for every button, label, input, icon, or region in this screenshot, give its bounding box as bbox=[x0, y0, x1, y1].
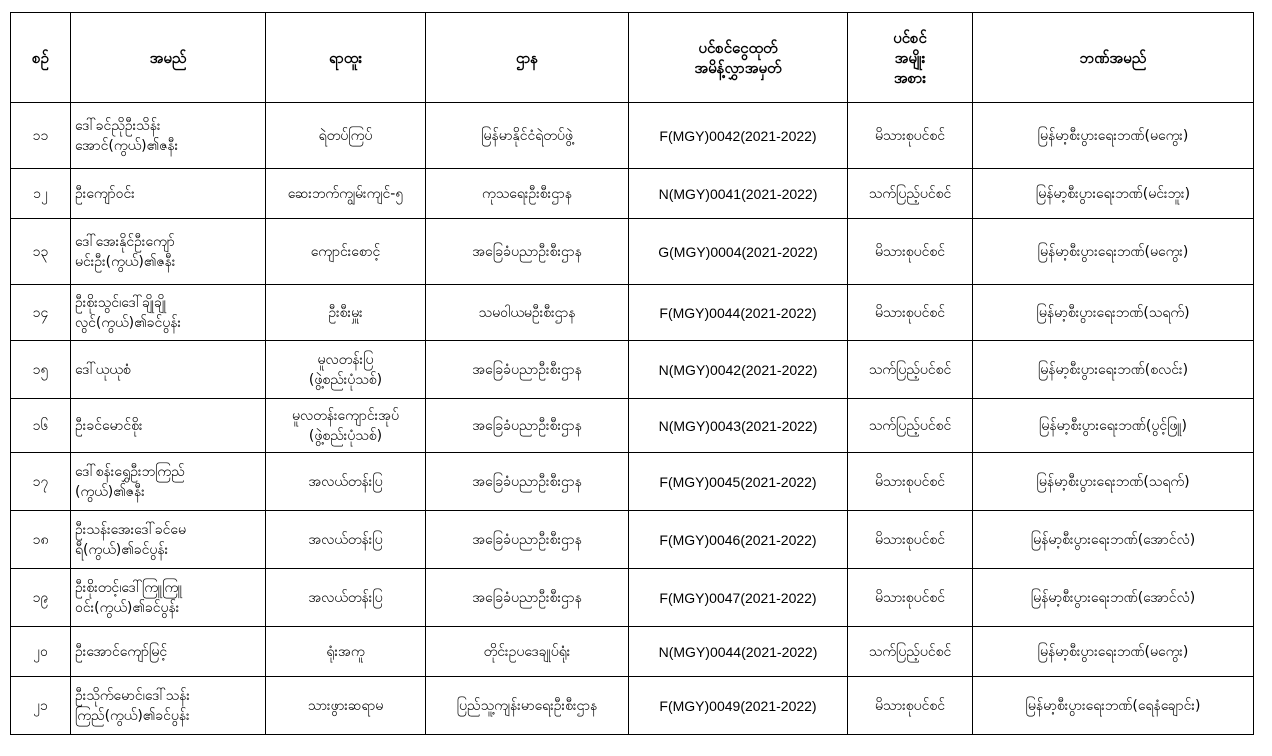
bank-name-cell: မြန်မာ့စီးပွားရေးဘဏ်(အောင်လံ) bbox=[973, 569, 1254, 627]
serial-cell: ၁၉ bbox=[11, 569, 71, 627]
position-cell: ရုံးအကူ bbox=[266, 627, 426, 677]
department-cell: ကုသရေးဦးစီးဌာန bbox=[426, 169, 629, 219]
position-cell: သားဖွားဆရာမ bbox=[266, 677, 426, 735]
name-cell: ဦးခင်မောင်စိုး bbox=[71, 399, 266, 453]
order-number-cell: F(MGY)0045(2021-2022) bbox=[629, 453, 848, 511]
pension-type-cell: မိသားစုပင်စင် bbox=[848, 511, 973, 569]
order-number-cell: F(MGY)0046(2021-2022) bbox=[629, 511, 848, 569]
table-row bbox=[11, 511, 1254, 569]
name-cell: ဒေါ်ယုယုစံ bbox=[71, 341, 266, 399]
name-cell: ဒေါ်စန်းရွှေဦးဘကြည် (ကွယ်)၏ဇနီး bbox=[71, 453, 266, 511]
table-row bbox=[11, 219, 1254, 285]
department-cell: အခြေခံပညာဦးစီးဌာန bbox=[426, 453, 629, 511]
serial-cell: ၂၁ bbox=[11, 677, 71, 735]
header-bank-name: ဘဏ်အမည် bbox=[973, 13, 1254, 103]
position-cell: ဆေးဘက်ကျွမ်းကျင်-၅ bbox=[266, 169, 426, 219]
name-cell: ဦးကျော်ဝင်း bbox=[71, 169, 266, 219]
pension-type-cell: မိသားစုပင်စင် bbox=[848, 103, 973, 169]
order-number-cell: N(MGY)0044(2021-2022) bbox=[629, 627, 848, 677]
table-row bbox=[11, 627, 1254, 677]
name-cell: ဦးသိုက်မောင်၊ဒေါ်သန်း ကြည်(ကွယ်)၏ခင်ပွန်း bbox=[71, 677, 266, 735]
order-number-cell: F(MGY)0044(2021-2022) bbox=[629, 285, 848, 341]
table-row bbox=[11, 285, 1254, 341]
department-cell: တိုင်းဥပဒေချုပ်ရုံး bbox=[426, 627, 629, 677]
pension-type-cell: မိသားစုပင်စင် bbox=[848, 677, 973, 735]
name-cell: ဦးသန်းအေးဒေါ်ခင်မေ ရီ(ကွယ်)၏ခင်ပွန်း bbox=[71, 511, 266, 569]
position-cell: အလယ်တန်းပြ bbox=[266, 511, 426, 569]
order-number-cell: F(MGY)0047(2021-2022) bbox=[629, 569, 848, 627]
order-number-cell: F(MGY)0049(2021-2022) bbox=[629, 677, 848, 735]
bank-name-cell: မြန်မာ့စီးပွားရေးဘဏ်(ပွင့်ဖြူ) bbox=[973, 399, 1254, 453]
pension-type-cell: သက်ပြည့်ပင်စင် bbox=[848, 627, 973, 677]
pension-type-cell: သက်ပြည့်ပင်စင် bbox=[848, 399, 973, 453]
department-cell: အခြေခံပညာဦးစီးဌာန bbox=[426, 511, 629, 569]
bank-name-cell: မြန်မာ့စီးပွားရေးဘဏ်(မကွေး) bbox=[973, 219, 1254, 285]
department-cell: မြန်မာနိုင်ငံရဲတပ်ဖွဲ့ bbox=[426, 103, 629, 169]
name-cell: ဦးအောင်ကျော်မြင့် bbox=[71, 627, 266, 677]
pension-type-cell: သက်ပြည့်ပင်စင် bbox=[848, 341, 973, 399]
pension-type-cell: မိသားစုပင်စင် bbox=[848, 569, 973, 627]
bank-name-cell: မြန်မာ့စီးပွားရေးဘဏ်(စလင်း) bbox=[973, 341, 1254, 399]
order-number-cell: N(MGY)0042(2021-2022) bbox=[629, 341, 848, 399]
department-cell: အခြေခံပညာဦးစီးဌာန bbox=[426, 569, 629, 627]
table-header-row bbox=[11, 13, 1254, 103]
table-row bbox=[11, 103, 1254, 169]
bank-name-cell: မြန်မာ့စီးပွားရေးဘဏ်(သရက်) bbox=[973, 453, 1254, 511]
pension-type-cell: မိသားစုပင်စင် bbox=[848, 285, 973, 341]
bank-name-cell: မြန်မာ့စီးပွားရေးဘဏ်(မင်းဘူး) bbox=[973, 169, 1254, 219]
table-row bbox=[11, 169, 1254, 219]
header-order-number: ပင်စင်ငွေထုတ် အမိန့်လွှာအမှတ် bbox=[629, 13, 848, 103]
pension-table bbox=[10, 12, 1254, 735]
pension-type-cell: မိသားစုပင်စင် bbox=[848, 453, 973, 511]
order-number-cell: G(MGY)0004(2021-2022) bbox=[629, 219, 848, 285]
position-cell: ရဲတပ်ကြပ် bbox=[266, 103, 426, 169]
position-cell: အလယ်တန်းပြ bbox=[266, 569, 426, 627]
position-cell: အလယ်တန်းပြ bbox=[266, 453, 426, 511]
department-cell: အခြေခံပညာဦးစီးဌာန bbox=[426, 219, 629, 285]
name-cell: ဒေါ်ခင်ညိုဦးသိန်း အောင်(ကွယ်)၏ဇနီး bbox=[71, 103, 266, 169]
pension-type-cell: သက်ပြည့်ပင်စင် bbox=[848, 169, 973, 219]
table-row bbox=[11, 453, 1254, 511]
header-pension-type: ပင်စင် အမျိုး အစား bbox=[848, 13, 973, 103]
serial-cell: ၁၂ bbox=[11, 169, 71, 219]
order-number-cell: N(MGY)0041(2021-2022) bbox=[629, 169, 848, 219]
table-row bbox=[11, 677, 1254, 735]
table-row bbox=[11, 569, 1254, 627]
header-serial: စဉ် bbox=[11, 13, 71, 103]
serial-cell: ၁၅ bbox=[11, 341, 71, 399]
position-cell: ဦးစီးမှူး bbox=[266, 285, 426, 341]
pension-type-cell: မိသားစုပင်စင် bbox=[848, 219, 973, 285]
table-row bbox=[11, 341, 1254, 399]
name-cell: ဒေါ်အေးနိုင်ဦးကျော် မင်းဦး(ကွယ်)၏ဇနီး bbox=[71, 219, 266, 285]
header-department: ဌာန bbox=[426, 13, 629, 103]
department-cell: ပြည်သူ့ကျန်းမာရေးဦးစီးဌာန bbox=[426, 677, 629, 735]
serial-cell: ၁၁ bbox=[11, 103, 71, 169]
position-cell: မူလတန်းပြ (ဖွဲ့စည်းပုံသစ်) bbox=[266, 341, 426, 399]
serial-cell: ၂၀ bbox=[11, 627, 71, 677]
table-body bbox=[11, 103, 1254, 735]
serial-cell: ၁၇ bbox=[11, 453, 71, 511]
position-cell: မူလတန်းကျောင်းအုပ် (ဖွဲ့စည်းပုံသစ်) bbox=[266, 399, 426, 453]
department-cell: သမဝါယမဦးစီးဌာန bbox=[426, 285, 629, 341]
position-cell: ကျောင်းစောင့် bbox=[266, 219, 426, 285]
department-cell: အခြေခံပညာဦးစီးဌာန bbox=[426, 399, 629, 453]
order-number-cell: N(MGY)0043(2021-2022) bbox=[629, 399, 848, 453]
header-position: ရာထူး bbox=[266, 13, 426, 103]
table-row bbox=[11, 399, 1254, 453]
serial-cell: ၁၈ bbox=[11, 511, 71, 569]
name-cell: ဦးစိုးတင့်၊ဒေါ်ကြူကြူ ဝင်း(ကွယ်)၏ခင်ပွန်း bbox=[71, 569, 266, 627]
order-number-cell: F(MGY)0042(2021-2022) bbox=[629, 103, 848, 169]
bank-name-cell: မြန်မာ့စီးပွားရေးဘဏ်(ရေနံချောင်း) bbox=[973, 677, 1254, 735]
bank-name-cell: မြန်မာ့စီးပွားရေးဘဏ်(သရက်) bbox=[973, 285, 1254, 341]
serial-cell: ၁၄ bbox=[11, 285, 71, 341]
department-cell: အခြေခံပညာဦးစီးဌာန bbox=[426, 341, 629, 399]
serial-cell: ၁၆ bbox=[11, 399, 71, 453]
bank-name-cell: မြန်မာ့စီးပွားရေးဘဏ်(အောင်လံ) bbox=[973, 511, 1254, 569]
serial-cell: ၁၃ bbox=[11, 219, 71, 285]
bank-name-cell: မြန်မာ့စီးပွားရေးဘဏ်(မကွေး) bbox=[973, 627, 1254, 677]
bank-name-cell: မြန်မာ့စီးပွားရေးဘဏ်(မကွေး) bbox=[973, 103, 1254, 169]
header-name: အမည် bbox=[71, 13, 266, 103]
name-cell: ဦးစိုးသွင်၊ဒေါ်ချိုချို လွင်(ကွယ်)၏ခင်ပွန်း bbox=[71, 285, 266, 341]
